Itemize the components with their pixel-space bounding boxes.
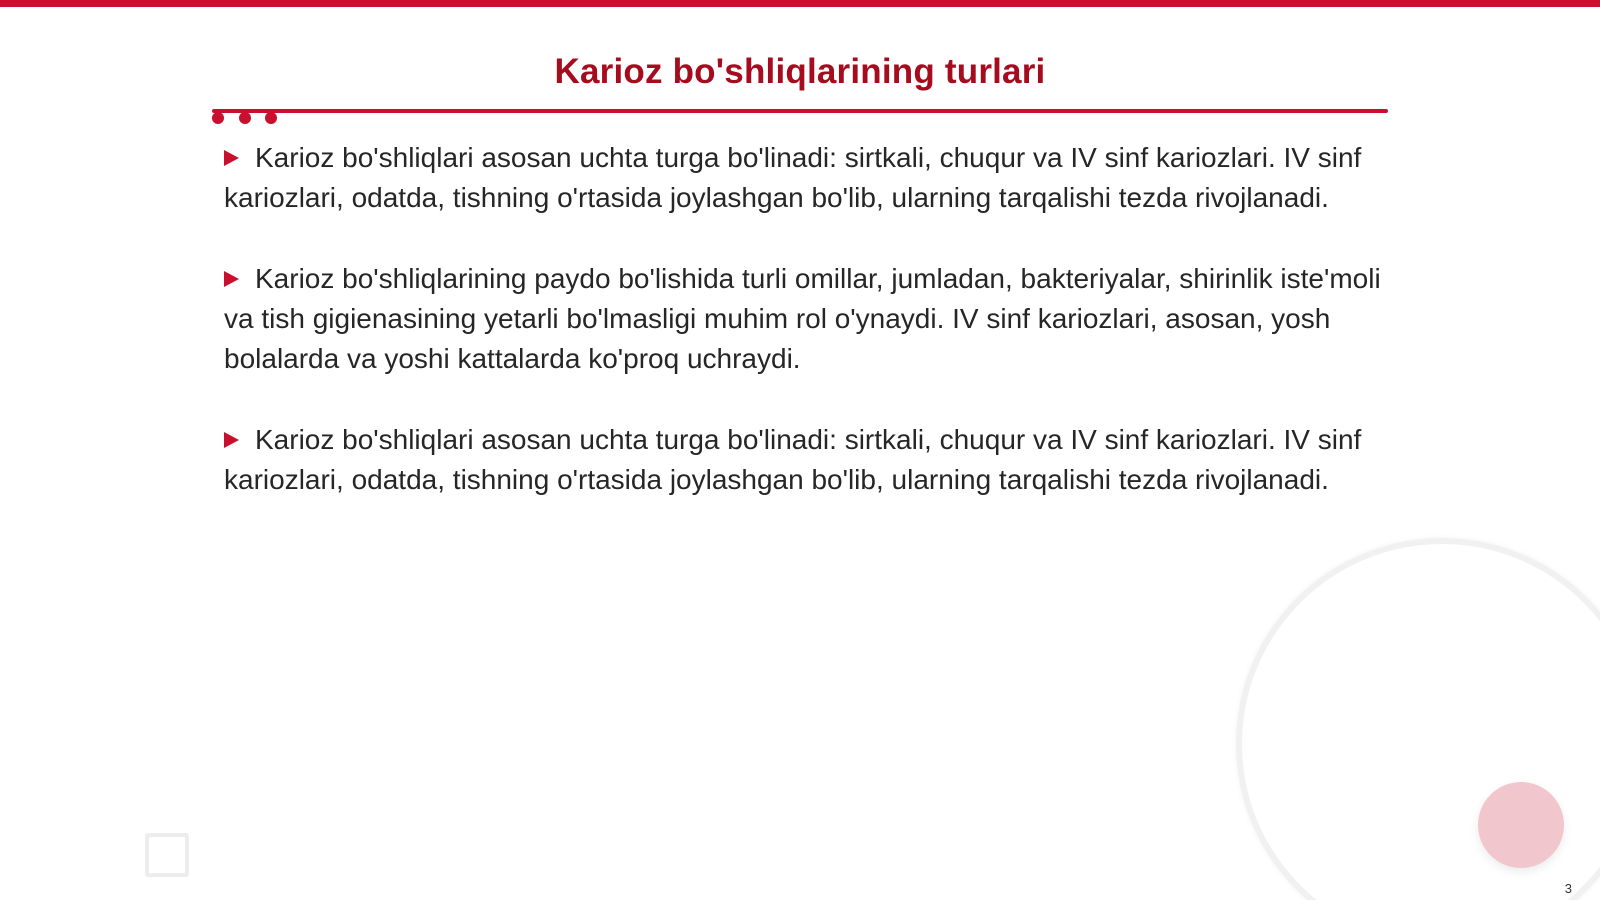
triangle-right-icon bbox=[224, 150, 239, 166]
triangle-right-icon bbox=[224, 432, 239, 448]
bullet-text: Karioz bo'shliqlarining paydo bo'lishida turli omillar, jumladan, bakteriyalar, shirinlik iste'moli va tish gigienasining yetarli bo'lmasligi muhim rol o'ynaydi. IV sinf kariozlari, asosan, yosh bolalarda va yoshi kattalarda ko'proq uchraydi. bbox=[224, 263, 1381, 374]
decorative-pink-circle bbox=[1478, 782, 1564, 868]
bullet-text: Karioz bo'shliqlari asosan uchta turga bo'linadi: sirtkali, chuqur va IV sinf kariozlari. IV sinf kariozlari, odatda, tishning o'rtasida joylashgan bo'lib, ularning tarqalishi tezda rivojlanadi. bbox=[224, 424, 1362, 495]
top-accent-bar bbox=[0, 0, 1600, 7]
bullet-item bbox=[224, 420, 1394, 500]
divider-dot bbox=[212, 112, 224, 124]
slide-title: Karioz bo'shliqlarining turlari bbox=[554, 52, 1046, 91]
divider-dot bbox=[239, 112, 251, 124]
bullet-item bbox=[224, 259, 1394, 379]
bullet-item bbox=[224, 138, 1394, 218]
bullet-text: Karioz bo'shliqlari asosan uchta turga bo'linadi: sirtkali, chuqur va IV sinf kariozlari. IV sinf kariozlari, odatda, tishning o'rtasida joylashgan bo'lib, ularning tarqalishi tezda rivojlanadi. bbox=[224, 142, 1362, 213]
decorative-square bbox=[145, 833, 189, 877]
divider-dot bbox=[265, 112, 277, 124]
page-number: 3 bbox=[1564, 881, 1572, 896]
bullet-list bbox=[224, 138, 1394, 541]
triangle-right-icon bbox=[224, 271, 239, 287]
title-divider bbox=[212, 109, 1388, 113]
